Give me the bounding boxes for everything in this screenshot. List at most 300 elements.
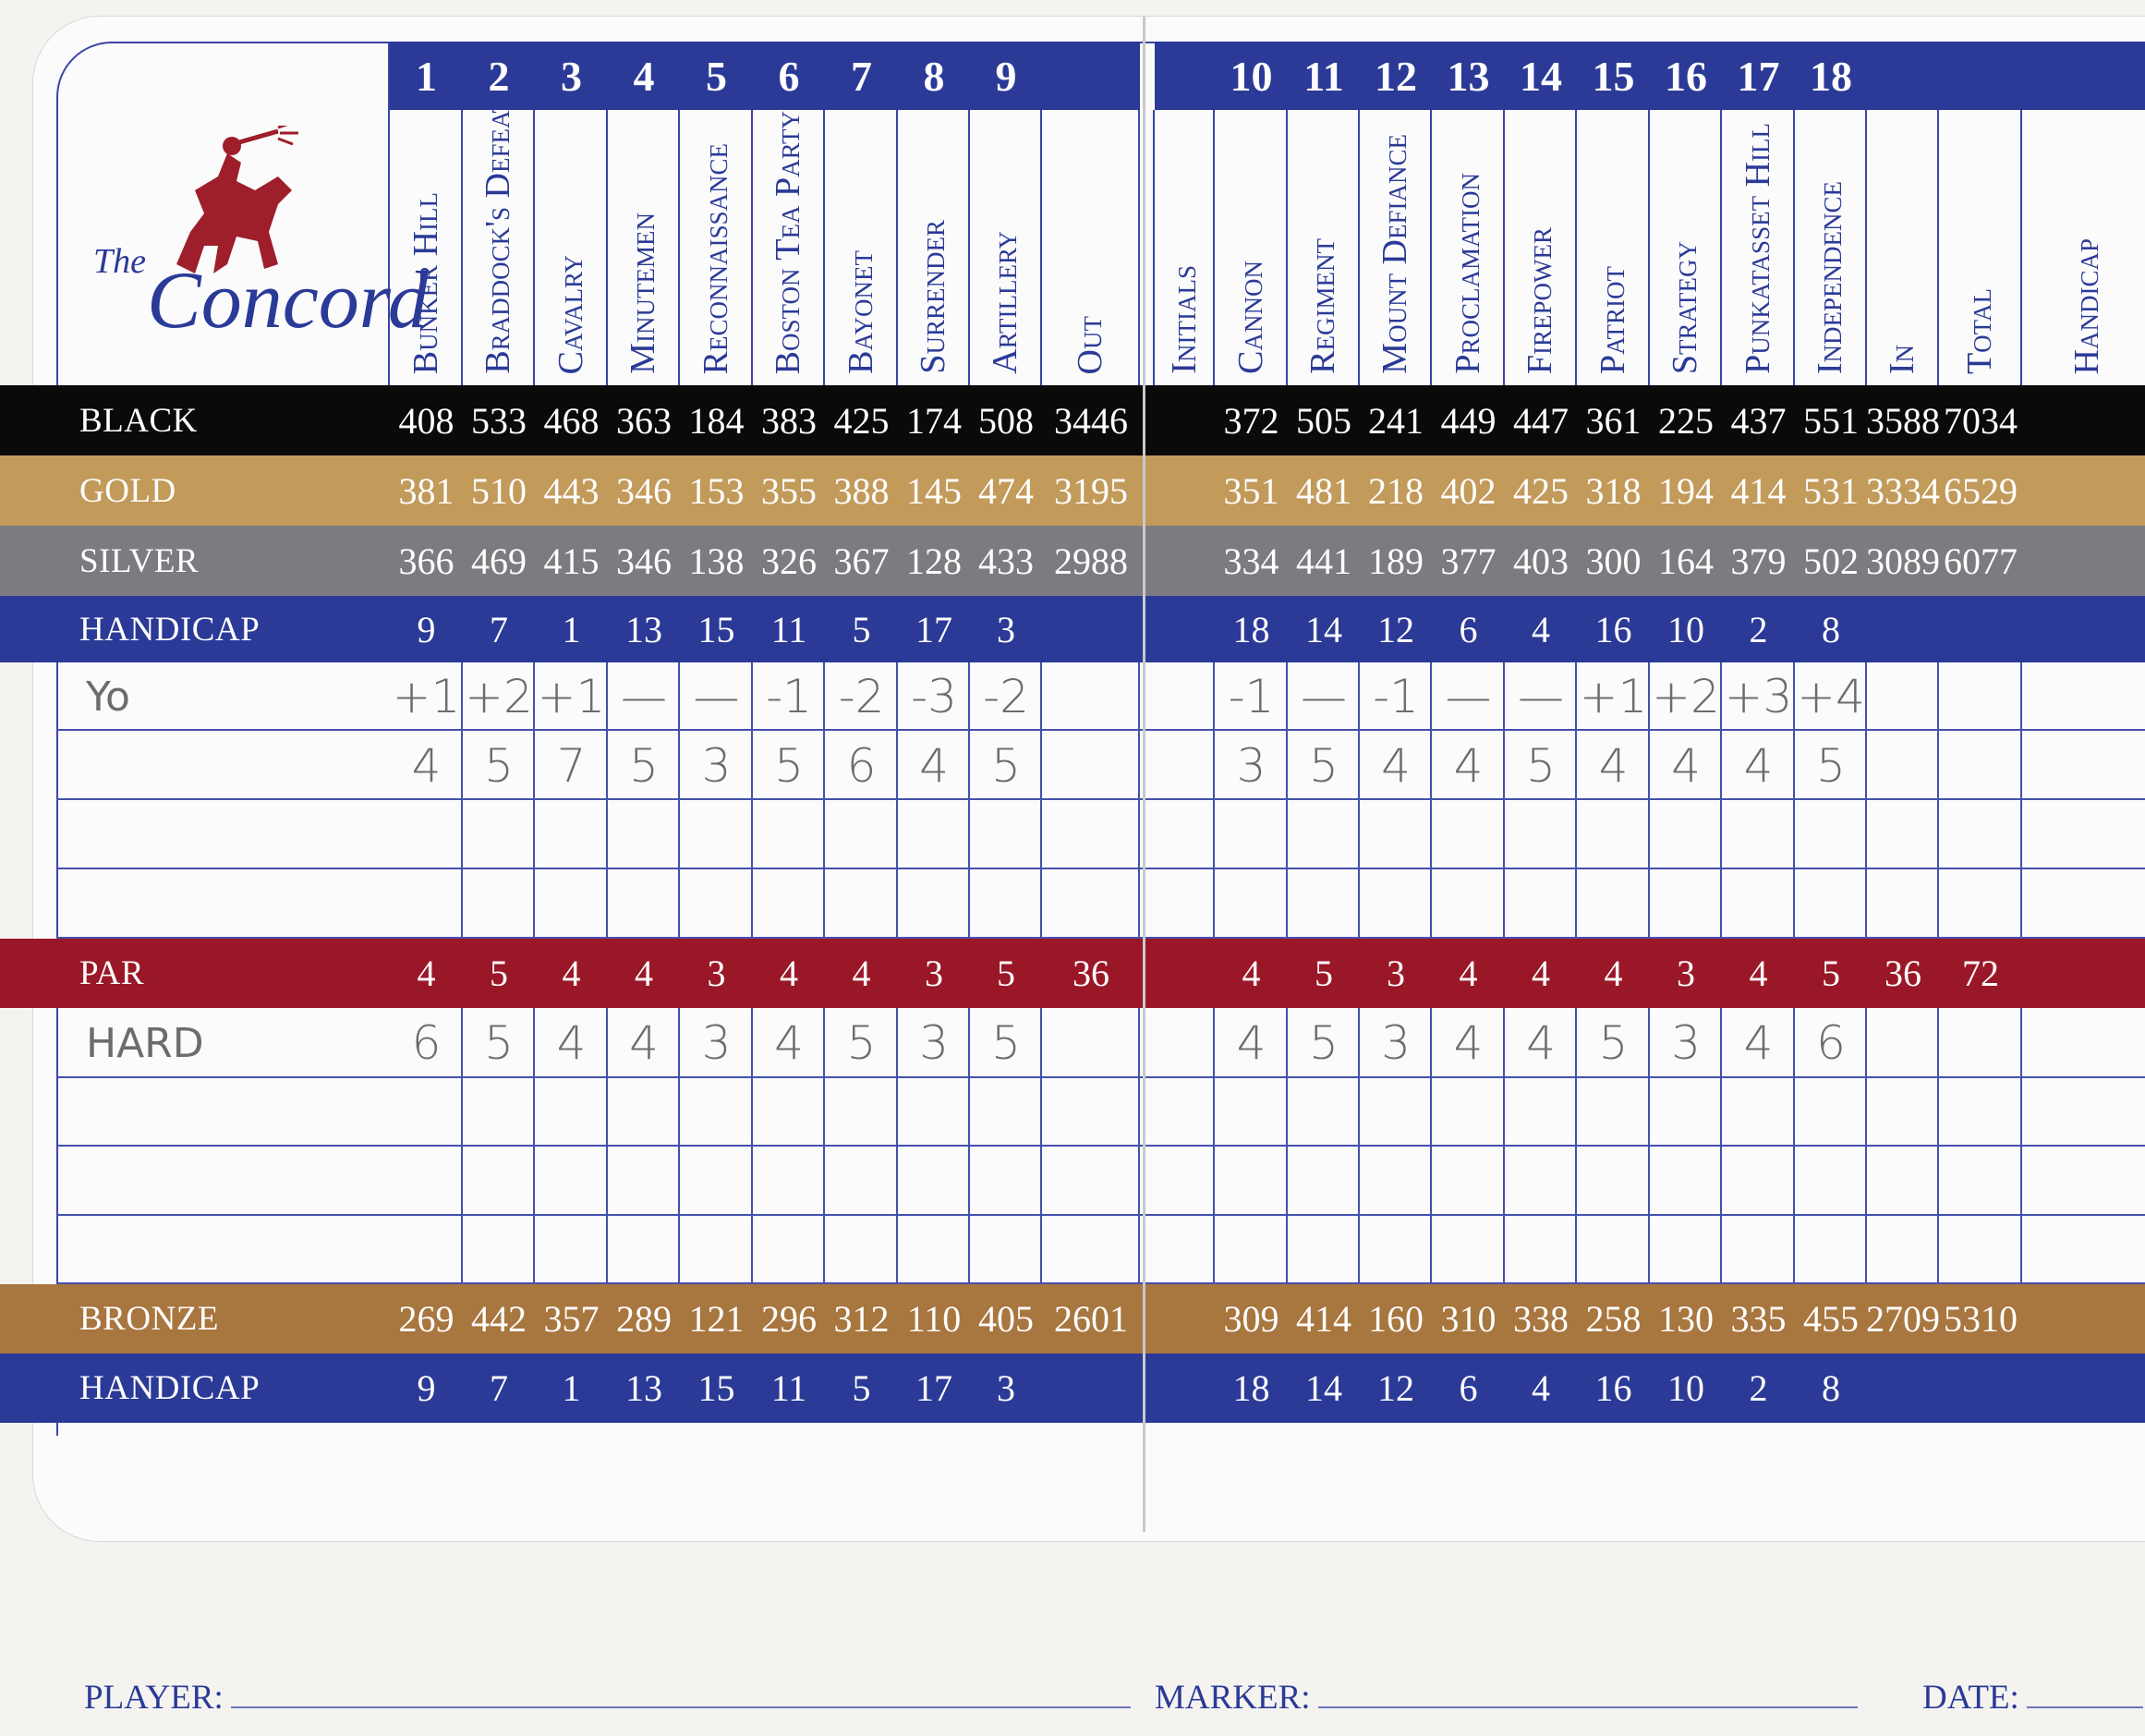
- black-tee-value: 533: [471, 399, 527, 442]
- handicap-bottom-value: 16: [1594, 1367, 1632, 1409]
- silver-tee-value: 346: [616, 540, 672, 582]
- score-cell[interactable]: [1042, 1216, 1140, 1284]
- handicap-bottom-value: 3: [997, 1367, 1015, 1409]
- score-cell[interactable]: [1867, 1078, 1939, 1147]
- score-cell[interactable]: [463, 1147, 535, 1216]
- score-cell[interactable]: [1939, 800, 2022, 869]
- score-cell[interactable]: [1360, 1216, 1432, 1284]
- hole-score: 3: [1671, 1016, 1701, 1070]
- score-cell[interactable]: [1867, 1216, 1939, 1284]
- hole-name: [1360, 110, 1432, 385]
- silver-tee-value: 164: [1658, 540, 1714, 582]
- silver-tee-value: 326: [761, 540, 817, 582]
- hole-name: [1432, 110, 1505, 385]
- score-cell[interactable]: [1577, 1078, 1650, 1147]
- score-cell[interactable]: [1288, 1147, 1360, 1216]
- silver-tee-value: 415: [543, 540, 600, 582]
- hole-name: [608, 110, 680, 385]
- score-cell[interactable]: [463, 1216, 535, 1284]
- par-value: 72: [1962, 953, 1999, 994]
- score-cell[interactable]: [535, 800, 608, 869]
- black-tee-value: 7034: [1944, 399, 2018, 442]
- score-cell[interactable]: [1155, 1216, 1215, 1284]
- hole-name-text: Strategy: [1666, 240, 1704, 374]
- score-cell[interactable]: [1939, 869, 2022, 939]
- handicap-top-value: 1: [562, 608, 581, 650]
- score-cell[interactable]: [1577, 869, 1650, 939]
- hole-score: 6: [1816, 1016, 1846, 1070]
- hole-number: 11: [1303, 52, 1344, 100]
- logo-wordmark: Concord: [147, 256, 429, 346]
- bronze-tee-value: 110: [906, 1298, 962, 1340]
- running-total: +1: [537, 670, 606, 723]
- hole-number: 10: [1230, 52, 1273, 100]
- silver-tee-value: 403: [1513, 540, 1569, 582]
- hole-score: 4: [1236, 1016, 1266, 1070]
- bronze-tee-value: 5310: [1944, 1298, 2018, 1340]
- handicap-top-value: 17: [915, 608, 952, 650]
- score-cell[interactable]: [1288, 1078, 1360, 1147]
- gold-tee-value: 414: [1730, 469, 1787, 512]
- score-cell[interactable]: [608, 1078, 680, 1147]
- black-tee-value: 184: [688, 399, 745, 442]
- score-cell[interactable]: [1867, 869, 1939, 939]
- score-cell[interactable]: [535, 1078, 608, 1147]
- score-cell[interactable]: [1722, 800, 1795, 869]
- score-cell[interactable]: [2022, 800, 2145, 869]
- gold-tee-value: 531: [1803, 469, 1859, 512]
- date-line[interactable]: [2027, 1706, 2143, 1708]
- hole-score: 5: [1309, 1016, 1339, 1070]
- handicap-top-value: 3: [997, 608, 1015, 650]
- par-value: 5: [490, 953, 508, 994]
- gold-tee-value: 145: [906, 469, 962, 512]
- score-cell[interactable]: [1155, 1008, 1215, 1078]
- score-cell[interactable]: [970, 869, 1042, 939]
- score-cell[interactable]: [1042, 731, 1140, 800]
- par-value: 4: [1242, 953, 1261, 994]
- score-cell[interactable]: [1215, 1147, 1288, 1216]
- score-cell[interactable]: [970, 800, 1042, 869]
- score-cell[interactable]: [898, 1216, 970, 1284]
- black-tee-value: 241: [1368, 399, 1424, 442]
- hole-name-text: Braddock's Defeat: [479, 98, 517, 374]
- gold-tee-value: 425: [1513, 469, 1569, 512]
- black-tee-value: 505: [1296, 399, 1351, 442]
- par-value: 4: [780, 953, 798, 994]
- score-cell[interactable]: [1288, 869, 1360, 939]
- silver-tee-value: 3089: [1866, 540, 1940, 582]
- hole-number: 3: [561, 52, 582, 100]
- running-total: +3: [1724, 670, 1793, 723]
- score-cell[interactable]: [2022, 869, 2145, 939]
- score-cell[interactable]: [463, 800, 535, 869]
- hole-name: [898, 110, 970, 385]
- hole-score: 4: [1743, 1016, 1774, 1070]
- hole-score: 3: [701, 738, 732, 793]
- player-name-cell[interactable]: [56, 869, 390, 939]
- score-cell[interactable]: [825, 1078, 898, 1147]
- score-cell[interactable]: [1939, 1078, 2022, 1147]
- hole-score: 6: [411, 1016, 442, 1070]
- hole-score: 4: [919, 738, 949, 793]
- score-cell[interactable]: [970, 1147, 1042, 1216]
- hole-name-text: Patriot: [1593, 265, 1632, 374]
- black-tee-value: 3588: [1866, 399, 1940, 442]
- score-cell[interactable]: [1867, 1147, 1939, 1216]
- score-cell[interactable]: [825, 869, 898, 939]
- silver-tee-label: SILVER: [79, 541, 200, 580]
- score-cell[interactable]: [1795, 1147, 1867, 1216]
- par-value: 5: [1822, 953, 1840, 994]
- score-cell[interactable]: [1155, 800, 1215, 869]
- hole-name-text: Minutemen: [624, 212, 662, 374]
- score-cell[interactable]: [1577, 800, 1650, 869]
- score-cell[interactable]: [1360, 1078, 1432, 1147]
- hole-name-text: In: [1883, 344, 1921, 374]
- score-cell[interactable]: [390, 800, 463, 869]
- bronze-tee-value: 312: [833, 1298, 890, 1340]
- par-value: 4: [852, 953, 871, 994]
- hole-number: 13: [1447, 52, 1490, 100]
- hole-number: 15: [1592, 52, 1635, 100]
- hole-score: 4: [774, 1016, 804, 1070]
- score-cell[interactable]: [1867, 1008, 1939, 1078]
- score-cell[interactable]: [970, 1216, 1042, 1284]
- score-cell[interactable]: [2022, 1147, 2145, 1216]
- score-cell[interactable]: [1155, 869, 1215, 939]
- player-two-name: HARD: [86, 1019, 204, 1067]
- player-name-cell[interactable]: [56, 731, 390, 800]
- score-cell[interactable]: [1215, 869, 1288, 939]
- par-value: 4: [417, 953, 436, 994]
- score-cell[interactable]: [608, 1147, 680, 1216]
- hole-score: 3: [919, 1016, 949, 1070]
- hole-name-text: Boston Tea Party: [769, 110, 807, 374]
- score-cell[interactable]: [753, 1078, 825, 1147]
- hole-name: [825, 110, 898, 385]
- handicap-bottom-value: 10: [1667, 1367, 1704, 1409]
- hole-score: 3: [701, 1016, 732, 1070]
- score-cell[interactable]: [1650, 1216, 1722, 1284]
- handicap-bottom-value: 5: [852, 1367, 871, 1409]
- score-cell[interactable]: [1432, 1147, 1505, 1216]
- score-cell[interactable]: [1288, 1216, 1360, 1284]
- score-cell[interactable]: [898, 800, 970, 869]
- hole-name-text: Regiment: [1303, 238, 1342, 374]
- player-one-name: Yo: [86, 673, 130, 721]
- score-cell[interactable]: [825, 1216, 898, 1284]
- score-cell[interactable]: [1722, 1078, 1795, 1147]
- score-cell[interactable]: [1042, 1147, 1140, 1216]
- score-cell[interactable]: [1432, 800, 1505, 869]
- hole-name: [463, 98, 535, 385]
- silver-tee-value: 433: [978, 540, 1034, 582]
- logo-the: The: [93, 242, 146, 281]
- score-cell[interactable]: [1795, 869, 1867, 939]
- silver-tee-value: 377: [1440, 540, 1497, 582]
- hole-score: 3: [1236, 738, 1266, 793]
- hole-name: [1795, 110, 1867, 385]
- score-cell[interactable]: [1215, 800, 1288, 869]
- silver-tee-value: 138: [688, 540, 745, 582]
- date-label: DATE:: [1922, 1678, 2019, 1717]
- score-cell[interactable]: [898, 1147, 970, 1216]
- score-cell[interactable]: [1360, 800, 1432, 869]
- score-cell[interactable]: [1215, 1078, 1288, 1147]
- hole-name: [1577, 110, 1650, 385]
- score-cell[interactable]: [970, 1078, 1042, 1147]
- marker-label: MARKER:: [1155, 1678, 1311, 1717]
- score-cell[interactable]: [1042, 800, 1140, 869]
- handicap-bottom-value: 15: [697, 1367, 735, 1409]
- hole-score: 4: [1598, 738, 1629, 793]
- score-cell[interactable]: [463, 869, 535, 939]
- handicap-bottom-value: 7: [490, 1367, 508, 1409]
- handicap-top-value: 10: [1667, 608, 1704, 650]
- card-fold: [1143, 17, 1145, 1532]
- score-cell[interactable]: [1155, 731, 1215, 800]
- black-tee-value: 551: [1803, 399, 1859, 442]
- hole-number: 16: [1665, 52, 1707, 100]
- score-cell[interactable]: [1795, 800, 1867, 869]
- score-cell[interactable]: [1505, 869, 1577, 939]
- score-cell[interactable]: [390, 1216, 463, 1284]
- hole-number: 12: [1375, 52, 1417, 100]
- gold-tee-value: 3334: [1866, 469, 1940, 512]
- par-value: 4: [1604, 953, 1623, 994]
- score-cell[interactable]: [1155, 1078, 1215, 1147]
- score-cell[interactable]: [1867, 662, 1939, 731]
- marker-field[interactable]: [1155, 1658, 1867, 1736]
- hole-number: 4: [633, 52, 655, 100]
- player-name-cell[interactable]: [56, 1147, 390, 1216]
- silver-tee-value: 367: [833, 540, 890, 582]
- score-cell[interactable]: [680, 1147, 753, 1216]
- score-cell[interactable]: [1795, 1078, 1867, 1147]
- score-cell[interactable]: [680, 800, 753, 869]
- score-cell[interactable]: [1505, 1216, 1577, 1284]
- bronze-tee-value: 121: [688, 1298, 745, 1340]
- running-total: —: [621, 670, 667, 723]
- score-cell[interactable]: [1650, 869, 1722, 939]
- bronze-tee-value: 405: [978, 1298, 1034, 1340]
- score-cell[interactable]: [2022, 662, 2145, 731]
- score-cell[interactable]: [535, 1147, 608, 1216]
- hole-name-text: Punkatasset Hill: [1738, 123, 1777, 374]
- running-total: -1: [1373, 670, 1419, 723]
- hole-name: [1155, 110, 1215, 385]
- silver-tee-value: 469: [471, 540, 527, 582]
- hole-name-text: Artillery: [986, 231, 1024, 374]
- black-tee-value: 508: [978, 399, 1034, 442]
- black-tee-value: 447: [1513, 399, 1569, 442]
- silver-tee-value: 189: [1368, 540, 1424, 582]
- score-cell[interactable]: [1939, 1008, 2022, 1078]
- score-cell[interactable]: [1155, 662, 1215, 731]
- score-cell[interactable]: [1722, 1216, 1795, 1284]
- gold-tee-value: 443: [543, 469, 600, 512]
- score-cell[interactable]: [1360, 1147, 1432, 1216]
- score-cell[interactable]: [463, 1078, 535, 1147]
- hole-name-text: Proclamation: [1448, 173, 1487, 374]
- running-total: +1: [392, 670, 461, 723]
- score-cell[interactable]: [390, 869, 463, 939]
- hole-score: 6: [846, 738, 877, 793]
- score-cell[interactable]: [1505, 1147, 1577, 1216]
- score-cell[interactable]: [825, 800, 898, 869]
- hole-score: 4: [1671, 738, 1701, 793]
- handicap-top-value: 18: [1232, 608, 1270, 650]
- hole-name: [1722, 110, 1795, 385]
- score-cell[interactable]: [1939, 1216, 2022, 1284]
- silver-tee-value: 366: [398, 540, 454, 582]
- score-cell[interactable]: [1042, 662, 1140, 731]
- player-field[interactable]: [56, 1658, 1140, 1736]
- score-cell[interactable]: [680, 869, 753, 939]
- score-cell[interactable]: [2022, 731, 2145, 800]
- score-cell[interactable]: [1432, 1078, 1505, 1147]
- hole-name-text: Initials: [1164, 265, 1204, 374]
- score-cell[interactable]: [1505, 800, 1577, 869]
- score-cell[interactable]: [753, 1147, 825, 1216]
- score-cell[interactable]: [1360, 869, 1432, 939]
- score-cell[interactable]: [1042, 869, 1140, 939]
- par-value: 4: [635, 953, 653, 994]
- gold-tee-value: 318: [1585, 469, 1642, 512]
- black-tee-value: 174: [906, 399, 962, 442]
- hole-number: 17: [1737, 52, 1780, 100]
- hole-name: [1939, 110, 2022, 385]
- score-cell[interactable]: [390, 1147, 463, 1216]
- score-cell[interactable]: [1867, 800, 1939, 869]
- score-cell[interactable]: [2022, 1216, 2145, 1284]
- hole-number: 1: [416, 52, 437, 100]
- handicap-top-value: 2: [1749, 608, 1768, 650]
- score-cell[interactable]: [1577, 1147, 1650, 1216]
- black-tee-value: 361: [1585, 399, 1642, 442]
- score-cell[interactable]: [1939, 731, 2022, 800]
- silver-tee-value: 6077: [1944, 540, 2018, 582]
- par-value: 5: [1315, 953, 1333, 994]
- gold-tee-value: 194: [1658, 469, 1714, 512]
- score-cell[interactable]: [1577, 1216, 1650, 1284]
- gold-tee-value: 3195: [1054, 469, 1128, 512]
- score-cell[interactable]: [898, 869, 970, 939]
- running-total: —: [1301, 670, 1347, 723]
- gold-tee-value: 381: [398, 469, 454, 512]
- par-value: 4: [1459, 953, 1478, 994]
- running-total: +4: [1797, 670, 1865, 723]
- hole-name: [1867, 110, 1939, 385]
- score-cell[interactable]: [1722, 1147, 1795, 1216]
- bronze-tee-value: 414: [1296, 1298, 1351, 1340]
- bronze-tee-value: 357: [543, 1298, 600, 1340]
- running-total: -1: [1228, 670, 1275, 723]
- player-signature-line[interactable]: [231, 1706, 1131, 1708]
- date-field[interactable]: [1867, 1658, 2145, 1736]
- score-cell[interactable]: [1939, 662, 2022, 731]
- gold-tee-value: 510: [471, 469, 527, 512]
- score-cell[interactable]: [535, 1216, 608, 1284]
- par-value: 4: [1749, 953, 1768, 994]
- hole-name: [1042, 110, 1140, 385]
- hole-score: 4: [1381, 738, 1411, 793]
- score-cell[interactable]: [608, 800, 680, 869]
- score-cell[interactable]: [680, 1216, 753, 1284]
- black-tee-value: 383: [761, 399, 817, 442]
- silver-tee-value: 2988: [1054, 540, 1128, 582]
- par-value: 3: [1387, 953, 1405, 994]
- score-cell[interactable]: [1650, 800, 1722, 869]
- score-cell[interactable]: [1432, 869, 1505, 939]
- score-cell[interactable]: [898, 1078, 970, 1147]
- hole-name: [1505, 110, 1577, 385]
- score-cell[interactable]: [1939, 1147, 2022, 1216]
- player-name-cell[interactable]: [56, 1078, 390, 1147]
- score-cell[interactable]: [1288, 800, 1360, 869]
- handicap-bottom-value: 8: [1822, 1367, 1840, 1409]
- hole-name-text: Independence: [1811, 180, 1849, 374]
- score-cell[interactable]: [2022, 1008, 2145, 1078]
- score-cell[interactable]: [1867, 731, 1939, 800]
- hole-number: 6: [778, 52, 800, 100]
- score-cell[interactable]: [608, 1216, 680, 1284]
- score-cell[interactable]: [390, 1078, 463, 1147]
- hole-name-text: Bunker Hill: [406, 191, 445, 374]
- silver-tee-value: 300: [1585, 540, 1642, 582]
- gold-tee-value: 402: [1440, 469, 1497, 512]
- score-cell[interactable]: [1042, 1078, 1140, 1147]
- hole-score: 4: [1526, 1016, 1556, 1070]
- score-cell[interactable]: [753, 869, 825, 939]
- marker-signature-line[interactable]: [1318, 1706, 1858, 1708]
- bronze-tee-value: 2709: [1866, 1298, 1940, 1340]
- bronze-tee-value: 296: [761, 1298, 817, 1340]
- gold-tee-value: 351: [1223, 469, 1279, 512]
- hole-score: 5: [629, 738, 659, 793]
- score-cell[interactable]: [608, 869, 680, 939]
- handicap-top-value: 8: [1822, 608, 1840, 650]
- score-cell[interactable]: [1650, 1078, 1722, 1147]
- score-cell[interactable]: [1042, 1008, 1140, 1078]
- score-cell[interactable]: [680, 1078, 753, 1147]
- handicap-bottom-value: 9: [417, 1367, 436, 1409]
- score-cell[interactable]: [1795, 1216, 1867, 1284]
- handicap-bottom-value: 11: [770, 1367, 807, 1409]
- score-cell[interactable]: [535, 869, 608, 939]
- player-name-cell[interactable]: [56, 800, 390, 869]
- player-name-cell[interactable]: [56, 1216, 390, 1284]
- black-tee-value: 408: [398, 399, 454, 442]
- par-value: 4: [562, 953, 581, 994]
- handicap-bottom-value: 2: [1749, 1367, 1768, 1409]
- hole-name-text: Bayonet: [841, 250, 880, 374]
- handicap-top-value: 16: [1594, 608, 1632, 650]
- score-cell[interactable]: [2022, 1078, 2145, 1147]
- score-cell[interactable]: [1432, 1216, 1505, 1284]
- score-cell[interactable]: [1155, 1147, 1215, 1216]
- score-cell[interactable]: [753, 1216, 825, 1284]
- score-cell[interactable]: [825, 1147, 898, 1216]
- bronze-tee-value: 289: [616, 1298, 672, 1340]
- black-tee-value: 372: [1223, 399, 1279, 442]
- score-cell[interactable]: [1505, 1078, 1577, 1147]
- score-cell[interactable]: [753, 800, 825, 869]
- score-cell[interactable]: [1215, 1216, 1288, 1284]
- score-cell[interactable]: [1650, 1147, 1722, 1216]
- score-cell[interactable]: [1722, 869, 1795, 939]
